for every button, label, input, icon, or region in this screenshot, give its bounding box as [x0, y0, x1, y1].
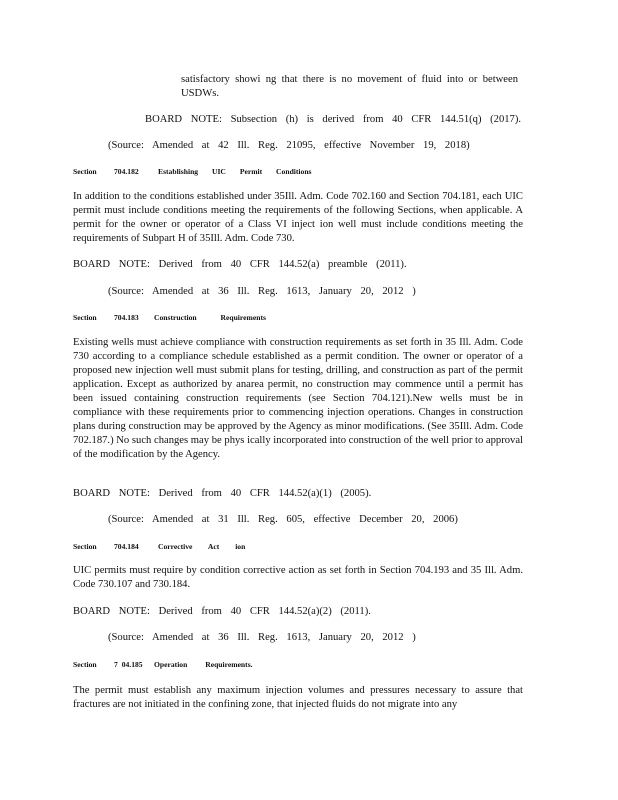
section-heading	[73, 313, 266, 323]
section-title: Corrective Act ion	[158, 542, 246, 551]
section-label: Section	[73, 542, 97, 551]
section-number: 704.182	[114, 167, 139, 176]
board-note: BOARD NOTE: Derived from 40 CFR 144.52(a) preamble (2011).	[73, 259, 407, 270]
board-note: BOARD NOTE: Subsection (h) is derived from 40 CFR 144.51(q) (2017).	[145, 114, 522, 125]
section-title: Construction Requirements	[154, 313, 266, 322]
board-note: BOARD NOTE: Derived from 40 CFR 144.52(a)(1) (2005).	[73, 488, 372, 499]
source-note: (Source: Amended at 36 Ill. Reg. 1613, January 20, 2012 )	[108, 286, 416, 297]
section-body: UIC permits must require by condition corrective action as set forth in Section 704.193 and 35 Ill. Adm. Code 730.107 and 730.184.	[73, 565, 523, 590]
section-heading	[73, 660, 253, 670]
section-label: Section	[73, 660, 97, 669]
section-body: Existing wells must achieve compliance with construction requirements as set forth in 35 Ill. Adm. Code 730 according to a compliance schedule established as a permit condition. The owner or operator of a proposed new injection well must submit plans for testing, drilling, and construction as part of the permit application. Except as authorized by anarea permit, no construction may commence until a permit has been issued containing construction requirements (see Section 704.121).New wells must be in compliance with these requirements prior to commencing injection operations. Changes in construction plans during construction may be approved by the Agency as minor modifications. (See 35Ill. Adm. Code 702.187.) No such changes may be phys ically incorporated into construction of the well prior to approval of the modification by the Agency.	[73, 337, 523, 460]
section-body: The permit must establish any maximum injection volumes and pressures necessary to assure that fractures are not initiated in the confining zone, that injected fluids do not migrate into any	[73, 685, 523, 710]
section-label: Section	[73, 167, 97, 176]
section-number: 704.184	[114, 542, 139, 551]
section-number: 704.183	[114, 313, 139, 322]
source-note: (Source: Amended at 31 Ill. Reg. 605, effective December 20, 2006)	[108, 514, 458, 525]
section-heading	[73, 542, 245, 552]
section-title: Operation Requirements.	[154, 660, 253, 669]
section-body: In addition to the conditions established under 35Ill. Adm. Code 702.160 and Section 704.181, each UIC permit must include conditions meeting the requirements of the following Sections, when applicable. A permit for the owner or operator of a Class VI inject ion well must include conditions meeting the requirements of Subpart H of 35Ill. Adm. Code 730.	[73, 191, 523, 244]
continuation-text: satisfactory showi ng that there is no movement of fluid into or between USDWs.	[181, 74, 518, 99]
section-title: Establishing UIC Permit Conditions	[158, 167, 312, 176]
source-note: (Source: Amended at 36 Ill. Reg. 1613, January 20, 2012 )	[108, 632, 416, 643]
section-number: 7 04.185	[114, 660, 143, 669]
board-note: BOARD NOTE: Derived from 40 CFR 144.52(a)(2) (2011).	[73, 606, 371, 617]
section-heading	[73, 167, 312, 177]
section-label: Section	[73, 313, 97, 322]
source-note: (Source: Amended at 42 Ill. Reg. 21095, effective November 19, 2018)	[108, 140, 470, 151]
